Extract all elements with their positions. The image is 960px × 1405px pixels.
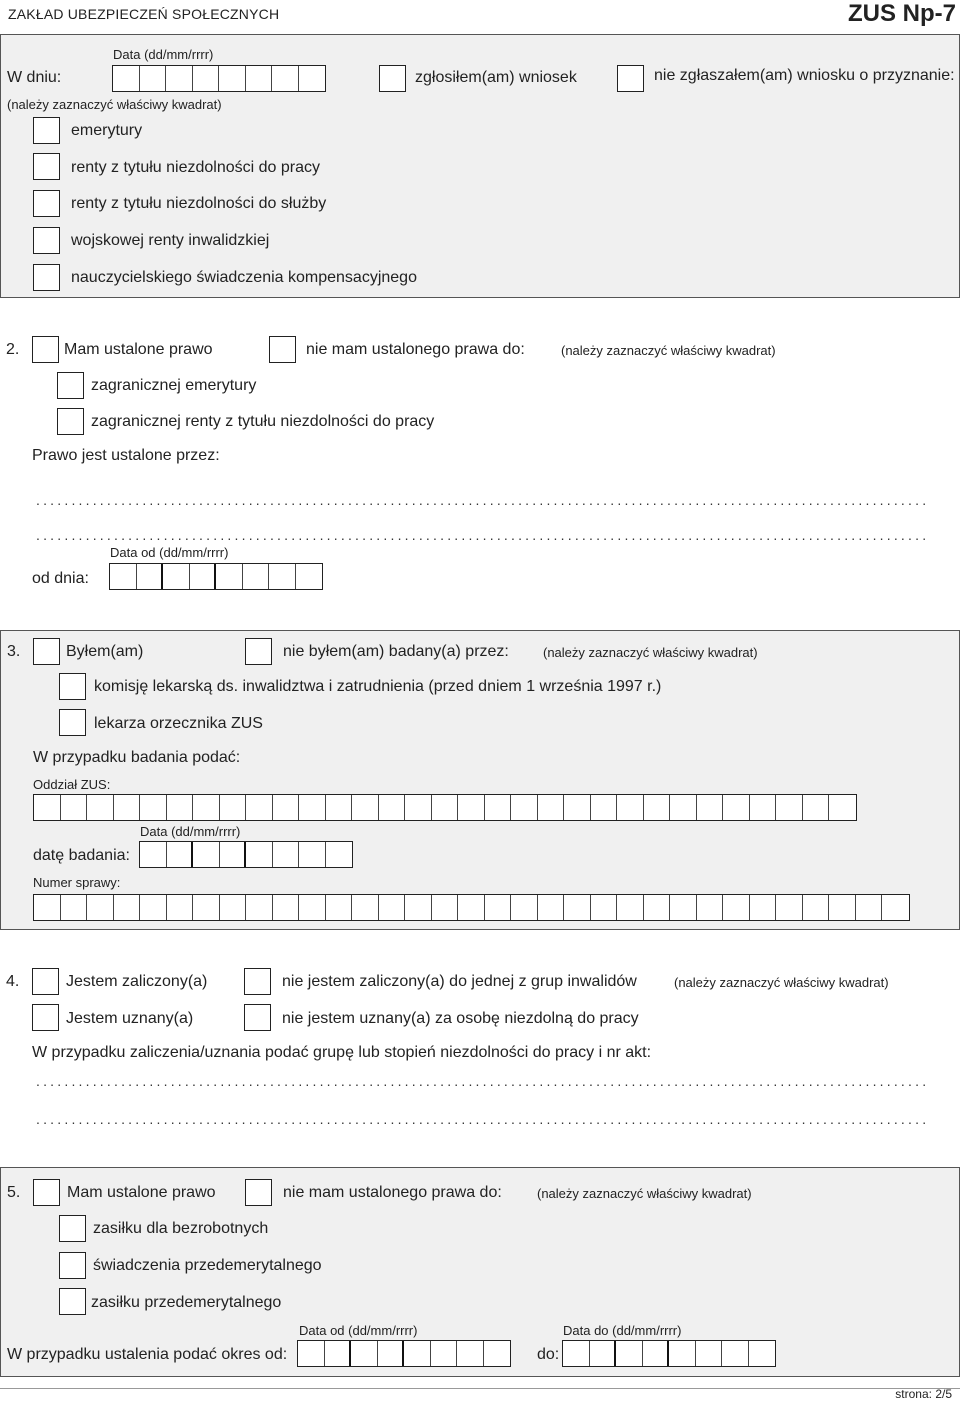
date-cell[interactable] (696, 1341, 723, 1366)
char-cell[interactable] (114, 895, 141, 920)
option-label: nauczycielskiego świadczenia kompensacyjnego (71, 269, 417, 286)
char-cell[interactable] (723, 795, 750, 820)
hint: (należy zaznaczyć właściwy kwadrat) (537, 1186, 752, 1201)
char-cell[interactable] (538, 795, 565, 820)
date-cell[interactable] (457, 1341, 484, 1366)
char-cell[interactable] (776, 795, 803, 820)
char-cell[interactable] (193, 895, 220, 920)
uznany-checkbox[interactable] (32, 1004, 59, 1031)
date-caption: Data (dd/mm/rrrr) (140, 824, 241, 839)
date-cell[interactable] (193, 842, 220, 867)
zagr-emerytury-checkbox[interactable] (57, 372, 84, 399)
char-cell[interactable] (220, 795, 247, 820)
prawo-label: Prawo jest ustalone przez: (32, 447, 220, 464)
date-cell[interactable] (325, 1341, 352, 1366)
date-cell[interactable] (669, 1341, 696, 1366)
section-number: 4. (6, 973, 20, 990)
w-przypadku-label: W przypadku badania podać: (33, 749, 241, 766)
w-dniu-label: W dniu: (7, 69, 62, 86)
date-field-do[interactable] (562, 1340, 776, 1367)
nie-zglaszalem-label: nie zgłaszałem(am) wniosku o przyznanie: (654, 67, 955, 84)
date-cell[interactable] (298, 1341, 325, 1366)
char-cell[interactable] (167, 895, 194, 920)
char-cell[interactable] (511, 895, 538, 920)
section-1 (0, 34, 960, 298)
option-label: emerytury (71, 122, 143, 139)
char-cell[interactable] (87, 795, 114, 820)
bylem-label: Byłem(am) (66, 643, 144, 660)
date-cell[interactable] (110, 564, 137, 589)
date-cell[interactable] (563, 1341, 590, 1366)
date-cell[interactable] (484, 1341, 511, 1366)
char-cell[interactable] (882, 895, 909, 920)
option-label: zasiłku przedemerytalnego (91, 1294, 282, 1311)
date-cell[interactable] (643, 1341, 670, 1366)
section-number: 2. (6, 341, 20, 358)
do-label: do: (537, 1346, 560, 1363)
date-cell[interactable] (749, 1341, 776, 1366)
char-cell[interactable] (485, 895, 512, 920)
char-cell[interactable] (697, 895, 724, 920)
oddzial-field[interactable] (33, 794, 857, 821)
option-label: komisję lekarską ds. inwalidztwa i zatrudnienia (przed dniem 1 września 1997 r.) (94, 678, 662, 695)
nie-uznany-checkbox[interactable] (244, 1004, 271, 1031)
char-cell[interactable] (485, 795, 512, 820)
nie-zaliczony-label: nie jestem zaliczony(a) do jednej z grup inwalidów (282, 973, 637, 990)
char-cell[interactable] (432, 795, 459, 820)
dotted-line[interactable]: .............................................................................................................................. (36, 1111, 930, 1127)
option-label: lekarza orzecznika ZUS (94, 715, 263, 732)
char-cell[interactable] (326, 795, 353, 820)
date-cell[interactable] (378, 1341, 405, 1366)
char-cell[interactable] (352, 795, 379, 820)
hint: (należy zaznaczyć właściwy kwadrat) (543, 645, 758, 660)
section-4 (0, 955, 960, 1135)
hint: (należy zaznaczyć właściwy kwadrat) (7, 97, 222, 112)
date-cell[interactable] (590, 1341, 617, 1366)
date-cell[interactable] (163, 564, 190, 589)
section-number: 3. (7, 643, 21, 660)
section-number: 5. (7, 1184, 21, 1201)
date-caption: Data (dd/mm/rrrr) (113, 47, 214, 62)
char-cell[interactable] (379, 795, 406, 820)
char-cell[interactable] (564, 795, 591, 820)
char-cell[interactable] (352, 895, 379, 920)
zasilku-bezrobotnych-checkbox[interactable] (59, 1215, 86, 1242)
komisje-checkbox[interactable] (59, 673, 86, 700)
date-badania-label: datę badania: (33, 847, 130, 864)
char-cell[interactable] (299, 895, 326, 920)
zaliczony-label: Jestem zaliczony(a) (66, 973, 208, 990)
char-cell[interactable] (140, 895, 167, 920)
date-field-od[interactable] (297, 1340, 511, 1367)
zglosilem-label: zgłosiłem(am) wniosek (415, 69, 577, 86)
char-cell[interactable] (776, 895, 803, 920)
wojskowej-renty-checkbox[interactable] (33, 227, 60, 254)
option-label: świadczenia przedemerytalnego (93, 1257, 322, 1274)
date-cell[interactable] (299, 842, 326, 867)
option-label: renty z tytułu niezdolności do pracy (71, 159, 321, 176)
dotted-line[interactable]: .............................................................................................................................. (36, 527, 930, 543)
section-5 (0, 1167, 960, 1377)
char-cell[interactable] (87, 895, 114, 920)
uznany-label: Jestem uznany(a) (66, 1010, 194, 1027)
char-cell[interactable] (803, 895, 830, 920)
char-cell[interactable] (34, 895, 61, 920)
char-cell[interactable] (670, 795, 697, 820)
emerytury-checkbox[interactable] (33, 117, 60, 144)
nie-bylem-checkbox[interactable] (245, 638, 272, 665)
date-field-od-dnia[interactable] (109, 563, 323, 590)
date-cell[interactable] (351, 1341, 378, 1366)
char-cell[interactable] (140, 795, 167, 820)
section-3 (0, 630, 960, 930)
nie-mam-prawa-checkbox[interactable] (269, 336, 296, 363)
date-cell[interactable] (269, 564, 296, 589)
date-cell[interactable] (404, 1341, 431, 1366)
form-code: ZUS Np-7 (848, 0, 956, 27)
char-cell[interactable] (591, 795, 618, 820)
dotted-line[interactable]: .............................................................................................................................. (36, 1073, 930, 1089)
nie-mam-prawa-label: nie mam ustalonego prawa do: (306, 341, 525, 358)
nie-bylem-label: nie byłem(am) badany(a) przez: (283, 643, 509, 660)
char-cell[interactable] (511, 795, 538, 820)
date-cell[interactable] (193, 66, 220, 91)
mam-prawo-label: Mam ustalone prawo (64, 341, 213, 358)
oddzial-label: Oddział ZUS: (33, 777, 111, 792)
char-cell[interactable] (670, 895, 697, 920)
date-cell[interactable] (140, 66, 167, 91)
char-cell[interactable] (458, 895, 485, 920)
date-cell[interactable] (616, 1341, 643, 1366)
mam-prawo-label: Mam ustalone prawo (67, 1184, 216, 1201)
char-cell[interactable] (750, 795, 777, 820)
mam-prawo-checkbox[interactable] (32, 336, 59, 363)
date-cell[interactable] (137, 564, 164, 589)
char-cell[interactable] (273, 895, 300, 920)
char-cell[interactable] (193, 795, 220, 820)
option-label: zagranicznej renty z tytułu niezdolności do pracy (91, 413, 435, 430)
hint: (należy zaznaczyć właściwy kwadrat) (674, 975, 889, 990)
date-cell[interactable] (296, 564, 323, 589)
date-cell[interactable] (216, 564, 243, 589)
char-cell[interactable] (34, 795, 61, 820)
char-cell[interactable] (803, 795, 830, 820)
char-cell[interactable] (617, 795, 644, 820)
date-cell[interactable] (113, 66, 140, 91)
zasilku-przedemerytalnego-checkbox[interactable] (59, 1288, 86, 1315)
w-przypadku-label: W przypadku zaliczenia/uznania podać grupę lub stopień niezdolności do pracy i nr akt: (32, 1044, 652, 1061)
date-cell[interactable] (140, 842, 167, 867)
date-cell[interactable] (326, 842, 353, 867)
nauczycielskiego-checkbox[interactable] (33, 264, 60, 291)
lekarza-checkbox[interactable] (59, 709, 86, 736)
char-cell[interactable] (644, 895, 671, 920)
date-cell[interactable] (190, 564, 217, 589)
date-caption: Data od (dd/mm/rrrr) (110, 545, 229, 560)
char-cell[interactable] (379, 895, 406, 920)
dotted-line[interactable]: .............................................................................................................................. (36, 492, 930, 508)
od-dnia-label: od dnia: (32, 570, 89, 587)
okres-od-label: W przypadku ustalenia podać okres od: (7, 1346, 288, 1363)
institution-name: ZAKŁAD UBEZPIECZEŃ SPOŁECZNYCH (8, 6, 280, 22)
char-cell[interactable] (564, 895, 591, 920)
date-cell[interactable] (246, 842, 273, 867)
swiadczenia-checkbox[interactable] (59, 1252, 86, 1279)
option-label: zagranicznej emerytury (91, 377, 257, 394)
date-od-caption: Data od (dd/mm/rrrr) (299, 1323, 418, 1338)
char-cell[interactable] (246, 895, 273, 920)
char-cell[interactable] (856, 895, 883, 920)
char-cell[interactable] (750, 895, 777, 920)
renty-sluzby-checkbox[interactable] (33, 190, 60, 217)
renty-pracy-checkbox[interactable] (33, 153, 60, 180)
nie-zaliczony-checkbox[interactable] (244, 968, 271, 995)
date-cell[interactable] (219, 66, 246, 91)
mam-prawo-checkbox[interactable] (33, 1179, 60, 1206)
char-cell[interactable] (299, 795, 326, 820)
option-label: zasiłku dla bezrobotnych (93, 1220, 269, 1237)
date-cell[interactable] (167, 842, 194, 867)
char-cell[interactable] (61, 895, 88, 920)
char-cell[interactable] (405, 795, 432, 820)
date-cell[interactable] (246, 66, 273, 91)
date-cell[interactable] (273, 842, 300, 867)
char-cell[interactable] (326, 895, 353, 920)
char-cell[interactable] (591, 895, 618, 920)
char-cell[interactable] (617, 895, 644, 920)
zagr-renty-checkbox[interactable] (57, 408, 84, 435)
date-cell[interactable] (243, 564, 270, 589)
char-cell[interactable] (61, 795, 88, 820)
zaliczony-checkbox[interactable] (32, 968, 59, 995)
char-cell[interactable] (167, 795, 194, 820)
nie-mam-prawa-label: nie mam ustalonego prawa do: (283, 1184, 502, 1201)
char-cell[interactable] (538, 895, 565, 920)
char-cell[interactable] (723, 895, 750, 920)
date-field-w-dniu[interactable] (112, 65, 326, 92)
char-cell[interactable] (405, 895, 432, 920)
numer-sprawy-field[interactable] (33, 894, 910, 921)
nie-mam-prawa-checkbox[interactable] (245, 1179, 272, 1206)
date-cell[interactable] (272, 66, 299, 91)
date-cell[interactable] (166, 66, 193, 91)
date-cell[interactable] (299, 66, 326, 91)
zglosilem-checkbox[interactable] (379, 65, 406, 92)
date-cell[interactable] (220, 842, 247, 867)
char-cell[interactable] (458, 795, 485, 820)
nie-uznany-label: nie jestem uznany(a) za osobę niezdolną do pracy (282, 1010, 639, 1027)
page-number: strona: 2/5 (895, 1387, 952, 1401)
nie-zglaszalem-checkbox[interactable] (617, 65, 644, 92)
date-do-caption: Data do (dd/mm/rrrr) (563, 1323, 682, 1338)
option-label: wojskowej renty inwalidzkiej (71, 232, 270, 249)
char-cell[interactable] (114, 795, 141, 820)
char-cell[interactable] (644, 795, 671, 820)
numer-sprawy-label: Numer sprawy: (33, 875, 121, 890)
char-cell[interactable] (220, 895, 247, 920)
date-cell[interactable] (722, 1341, 749, 1366)
footer-divider (0, 1388, 960, 1389)
char-cell[interactable] (697, 795, 724, 820)
date-field-badania[interactable] (139, 841, 353, 868)
date-cell[interactable] (431, 1341, 458, 1366)
char-cell[interactable] (432, 895, 459, 920)
char-cell[interactable] (829, 795, 856, 820)
char-cell[interactable] (246, 795, 273, 820)
bylem-checkbox[interactable] (33, 638, 60, 665)
hint: (należy zaznaczyć właściwy kwadrat) (561, 343, 776, 358)
char-cell[interactable] (273, 795, 300, 820)
char-cell[interactable] (829, 895, 856, 920)
section-2 (0, 314, 960, 617)
option-label: renty z tytułu niezdolności do służby (71, 195, 327, 212)
